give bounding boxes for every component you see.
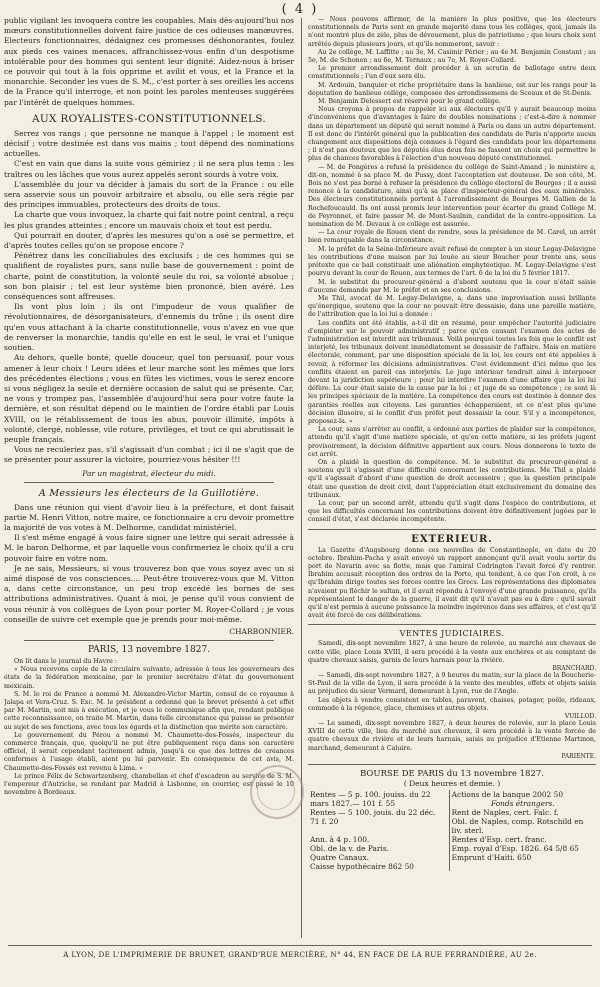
bourse-subheading: ( Deux heures et demie. ): [403, 778, 501, 788]
exterieur-paragraph: La Gazette d'Augsbourg donne ces nouvelles de Constantinople, en date du 20 octobre. Ibrahim-Pacha y avait envoyé un rapport annonçant qu'il avait voulu sortir du port de Navarin avec sa flotte, mais que l'amiral Codrington l'avait forcé d'y rentrer. Ibrahim accusait réception des ordres de la Porte, qui tendent, à ce que l'on croit, à ce qu'Ibrahim dirige toutes ses forces contre les Grecs. Les représentations des diplomates n'avaient pu fléchir le sultan, et il avait répondu à l'envoyé d'une grande puissance, qu'ils représentaient le danger de la guerre, il avait dit qu'il n'avait pas eu à dire : qu'il savait qu'il n'est permis à aucune puissance la moindre ingérence dans ses affaires, et c'est qu'il avait été forcé de ces délibérations.: [308, 546, 596, 620]
ventes-paragraph: — Le samedi, dix-sept novembre 1827, à deux heures de relevée, sur la place Louis XVIII de cette ville, lieu du marché aux chevaux, il sera procédé à la vente forcée de quatre chevaux de rivière et de leurs harnais, saisis au préjudice d'Etienne Martinon, marchand, demeurant à Caluire.: [308, 720, 596, 752]
section-rule: [24, 482, 274, 483]
guillotiere-heading: A Messieurs les électeurs de la Guillotière.: [38, 487, 260, 499]
bourse-cell: Fonds étrangers.: [490, 798, 555, 808]
opening-paragraph: public vigilant les invoquera contre les coupables. Mais dès-aujourd'hui nos mœurs constitutionnelles doivent faire justice de ces odieuses manœuvres. Electeurs fonctionnaires, dédaignez ces promesses déshonorantes, foulez aux pieds ces vaines menaces, affranchissez-vous enfin d'un despotisme intolérable pour des hommes qui sentent leur dignité. Aidez-nous à briser ce pouvoir qui tout à la fois opprime et avilit et vous, et la France et la monarchie. Seconder les vues de S. M., c'est porter à ses oreilles les accens de la France qu'il interroge, et non point les paroles menteuses suggérées par l'intérêt de quelques hommes.: [4, 16, 294, 107]
paris-paragraph: S. M. le roi de France a nommé M. Alexandre-Victor Martin, consul de ce royaume à Jalapa et Vera-Cruz. S. Exc. M. le président a ordonné que le brevet présenté à cet effet par M. Martin, soit mis à exécution, et je vous le communique afin que, rendant publique cette reconnaissance, on traite M. Martin, dans telle circonstance qui puisse se présenter au sujet de ses fonctions, avec tous les égards et la distinction que mérite son caractère.: [4, 690, 294, 731]
royalists-paragraph: Pénétrez dans les conciliabules des exclusifs ; de ces hommes qui se qualifient de royalistes purs, sans nulle base de gouvernement : point de charte, point de constitution, la volonté seule du roi, sa volonté absolue ; son bon plaisir ; tel est leur système bien prononcé, bien avéré. Les conséquences sont affreuses.: [4, 251, 294, 302]
bourse-cell: Rentes — 5 p. 100. jouiss. du 22: [308, 790, 449, 799]
elections-paragraph: Me Thil, avocat de M. Legay-Delavigne, a, dans une improvisation aussi brillante qu'énergique, soutenu que la cour ne pouvait être dessaisie, dans une pareille matière, de l'attribution que la loi lui a donnée :: [308, 294, 596, 319]
paris-dateline: PARIS, 13 novembre 1827.: [87, 644, 211, 655]
paris-paragraph: Le prince Félix de Schwartzenberg, chambellan et chef d'escadron au service de S. M. l'empereur d'Autriche, se rendant par Madrid à Lisbonne, en courrier, est passé le 10 novembre à Bordeaux.: [4, 772, 294, 797]
bourse-cell: Obl. de Naples, comp. Rotschild en liv. sterl.: [451, 816, 584, 835]
bourse-cell: Rent de Naples, cert. Falc. f.: [451, 807, 559, 817]
guillotiere-paragraph: Dans une réunion qui vient d'avoir lieu à la préfecture, et dont faisait partie M. Henri Vitton, notre maire, ce fonctionnaire a cru devoir promettre la majorité de vos votes à M. Delhorme, candidat ministériel.: [4, 502, 294, 532]
bourse-heading: BOURSE DE PARIS du 13 novembre 1827.: [360, 768, 544, 779]
section-rule: [308, 624, 596, 625]
ventes-paragraph: Samedi, dix-sept novembre 1827, à une heure de relevée, au marché aux chevaux de cette ville, place Louis XVIII, il sera procédé à la vente aux enchères et au comptant de quatre chevaux saisis, garnis de leurs harnais pour la rivière.: [308, 640, 596, 664]
royalists-paragraph: Serrez vos rangs ; que personne ne manque à l'appel ; le moment est décisif ; votre destinée est dans vos mains ; tout dépend des nominations actuelles.: [4, 128, 294, 159]
bourse-cell: Emprunt d'Haiti. 650: [451, 852, 532, 862]
elections-paragraph: La cour, par un second arrêt, attendu qu'il s'agit dans l'espèce de contributions, et que les difficultés concernant les contributions doivent être définitivement jugées par le conseil d'état, s'est déclarée incompétente.: [308, 499, 596, 524]
table-row: [308, 790, 596, 799]
table-row: [308, 835, 596, 844]
bourse-cell: Caisse hypothécaire 862 50: [308, 862, 449, 871]
royalists-paragraph: C'est en vain que dans la suite vous gémiriez ; il ne sera plus tems : les traîtres ou les lâches que vous aurez appelés seront sourds à votre voix.: [4, 159, 294, 179]
right-column: [308, 16, 596, 948]
left-column: [4, 16, 294, 948]
ventes-signature: BRANCHARD.: [552, 665, 596, 673]
paris-paragraph: On lit dans le journal du Havre :: [14, 657, 117, 665]
elections-paragraph: — La cour royale de Rouen vient de rendre, sous la présidence de M. Carel, un arrêt bien remarquable dans la circonstance.: [308, 229, 596, 245]
royalists-heading: AUX ROYALISTES-CONSTITUTIONNELS.: [31, 112, 267, 125]
elections-paragraph: M. le préfet de la Seine-Inférieure avait refusé de compter à un sieur Legay-Delavigne les contributions d'une maison par lui louée au sieur Boucher pour trente ans, sous prétexte que ce bail constituait une aliénation emphytéotique. M. Legay-Delavigne s'est pourvu devant la cour de Rouen, aux termes de l'art. 6 de la loi du 5 février 1817.: [308, 245, 596, 278]
elections-paragraph: M. Ardouin, banquier et riche propriétaire dans la banlieue, est sur les rangs pour la députation de banlieue collège, composée des arrondissemens de Sceaux et de St-Denis.: [308, 81, 596, 97]
bourse-cell: Ann. à 4 p. 100.: [308, 835, 449, 844]
printer-footer: A LYON, DE L'IMPRIMERIE DE BRUNET, GRAND'RUE MERCIÈRE, N° 44, EN FACE DE LA RUE FERRANDIÈRE, AU 2e.: [63, 950, 537, 959]
paris-paragraph: Le gouvernement du Pérou a nommé M. Chaumette-des-Fossés, inspecteur du commerce français, que, quoiqu'il ne put être publiquement reçu dans son caractère officiel, il serait cependant tacitement admis, jusqu'à ce que des lettres de créances conformes à l'usage établi, aient pu lui parvenir. En conséquence de cet avis, M. Chaumette-des-Fossés est revenu à Lima. »: [4, 731, 294, 772]
royalists-paragraph: Au dehors, quelle bonté, quelle douceur, quel ton persuasif, pour vous amener à leur choix ! Leurs idées et leur marche sont les mêmes que lors des précédentes élections ; vous en fûtes les victimes, vous le serez encore si vous négligez la seule et dernière occasion de salut qui se présente. Car, ne vous y trompez pas, l'assemblée d'aujourd'hui sera pour votre faute la dernière, et son résultat dépend ou le maintien de l'ordre établi par Louis XVIII, ou le rétablissement de tous les abus, pouvoir illimité, impôts à volonté, clergé, noblesse, vile roture, privilèges, et tout ce qui abrutissait le peuple français.: [4, 353, 294, 444]
royalists-paragraph: La charte que vous invoquez, la charte qui fait notre point central, a reçu les plus grandes atteintes ; encore un mauvais choix et tout est perdu.: [4, 210, 294, 230]
elections-paragraph: — M. de Fongères a refusé la présidence du collège de Saint-Amand ; le ministère a, dit-on, nommé à sa place M. de Pussy, dont l'acceptation est douteuse. De son côté, M. Bois ne s'est pas borné à refuser la présidence du collège électoral de Bourges ; il a aussi renoncé à la candidature, ainsi qu'à sa place d'inspecteur-général des eaux minérales. Des électeurs constitutionnels portent à l'arrondissement de Bourges M. Gallien de la Rochefoucauld. Ils ont aussi promis leur intervention pour écarter du grand Collège M. de Peyronnet, et faire passer M. de Mont-Saulnin, candidat de la contre-opposition. La nomination de M. Devaux à ce collège est assurée.: [308, 163, 596, 229]
library-stamp-inner: [257, 772, 295, 810]
elections-paragraph: La cour, sans s'arrêter au conflit, a ordonné aux parties de plaider sur la compétence, attendu qu'il s'agit d'une matière spéciale, et qu'en cette matière, si les préfets jugent provisoirement, la décision définitive appartient aux cours. Nous donnerons le texte de cet arrêt.: [308, 426, 596, 458]
bourse-cell: mars 1827.— 101 f. 55: [308, 799, 449, 808]
ventes-heading: VENTES JUDICIAIRES.: [399, 629, 505, 639]
bourse-cell: [449, 862, 596, 871]
elections-paragraph: M. Benjamin Delessert est réservé pour le grand collège.: [318, 98, 501, 106]
bourse-cell: Rentes d'Esp. cert. franc.: [451, 834, 547, 844]
paris-paragraph: « Nous recevons copie de la circulaire suivante, adressée à tous les gouverneurs des états de la fédération mexicaine, par le premier secrétaire d'état du gouvernement mexicain.: [4, 666, 294, 690]
table-row: [308, 844, 596, 853]
elections-paragraph: On a plaidé la question de compétence. M. le substitut du procureur-général a soutenu qu'il s'agissait d'une difficulté concernant les contributions. Me Thil a plaidé qu'il s'agissait d'abord d'une question de droit accessoire ; que la question principale était une question de droit civil, dont l'appréciation était exclusivement du domaine des tribunaux.: [308, 458, 596, 499]
elections-paragraph: Au 2e collège, M. Laffitte ; au 3e, M. Casimir Périer ; au 4e M. Benjamin Constant ; au 5e, M. de Schonen ; au 6e, M. Ternaux ; au 7e, M. Royer-Collard.: [308, 48, 596, 65]
ventes-paragraph: — Samedi, dix-sept novembre 1827, à 9 heures du matin, sur la place de la Boucherie-St-Paul de la ville de Lyon, il sera procédé à la vente des meubles, effets et objets saisis au préjudice du sieur Vermard, demeurant à Lyon, rue de l'Angle.: [308, 672, 596, 696]
bourse-cell: Rentes — 5 100. jouis. du 22 déc.: [308, 808, 449, 817]
ventes-signature: VUILLOD.: [564, 713, 596, 721]
royalists-paragraph: Ils vont plus loin ; ils ont l'impudeur de vous qualifier de révolutionnaires, de désorganisateurs, d'ennemis du trône ; ils osent dire qu'en vous attachant à la charte constitutionnelle, vous n'avez en vue que de renverser la monarchie, tandis qu'elle en est le seul, le vrai et l'unique soutien.: [4, 302, 294, 353]
elections-paragraph: — Nous pouvons affirmer, de la manière la plus positive, que les électeurs constitutionnels de Paris sont en grande majorité dans tous les collèges, quoi, jamais ils n'ont montré plus de zèle, plus de dévouement, plus de patriotisme ; que leurs choix sont arrêtés depuis plusieurs jours, et qu'ils nommeront, savoir :: [308, 16, 596, 48]
section-rule: [308, 529, 596, 530]
bourse-cell: Emp. royal d'Esp. 1826. 64 5/8 65: [451, 843, 580, 853]
ventes-paragraph: Les objets à vendre consistent en tables, paravent, chaises, potager, poêle, rideaux, commode à la régence, glace, chemises et autres objets.: [308, 696, 596, 712]
table-row: [308, 808, 596, 817]
elections-paragraph: Les conflits ont été établis, a-t-il dit en résumé, pour empêcher l'autorité judiciaire d'empiéter sur le pouvoir administratif ; parce qu'en causant l'examen des actes de l'administration est interdit aux tribunaux. Voilà pourquoi toutes les fois que le conflit est interjeté, les tribunaux doivent immédiatement se dessaisir de l'affaire. Mais en matière électorale, comment, par une disposition spéciale de la loi, les cours ont été appelées à revoir, à réformer les décisions administratives. C'est évidemment d'ici même que les conflits étaient en pareil cas interjetés. Le juge intérieur tendrait ainsi à interposer devant la juridiction supérieure ; pour lui interdire l'examen d'une affaire que la loi lui défère. La cour était saisie de la cause par la loi ; et juge de sa compétence ; ce sont là les principes spéciaux de la matière. La compétence des cours est destinée à donner des garanties réelles aux citoyens. Les garanties échapperaient, et ce n'est plus qu'une décision illusoire, si le conflit d'un préfet peut dessaisir la cour. S'il y a incompétence, proposez-la. »: [308, 319, 596, 425]
footer-rule: [8, 945, 592, 946]
elections-paragraph: Nous croyons à propos de rappeler ici aux électeurs qu'il y aurait beaucoup moins d'inconvéniens que d'avantages à faire de doubles nominations ; c'est-à-dire à nommer dans un département un député qui serait nommé à Paris ou dans un autre département. Il est donc de l'intérêt général que la publication des candidats de Paris n'apporte aucun changement aux dispositions déjà connues à l'égard des candidats pour les départemens ; il n'est pas douteux que les députés élus deux fois ne fassent un choix qui permettre le plus de chances favorables à l'élection d'un nouveau député constitutionnel.: [308, 106, 596, 163]
exterieur-heading: EXTERIEUR.: [411, 533, 493, 545]
guillotiere-signature: CHARBONNIER.: [229, 626, 294, 636]
page-number: ( 4 ): [281, 2, 319, 17]
guillotiere-paragraph: Il s'est même engagé à vous faire signer une lettre qui serait adressée à M. le baron Delhorme, et par laquelle vous confirmeriez le choix qu'il a cru pouvoir faire en votre nom.: [4, 533, 294, 563]
royalists-paragraph: L'assemblée du jour va décider à jamais du sort de la France : ou elle sera asservie sous un pouvoir arbitraire et absolu, ou elle sera régie par des principes immuables, protecteurs des droits de tous.: [4, 179, 294, 210]
section-rule: [308, 764, 596, 765]
royalists-paragraph: Vous ne reculeriez pas, s'il s'agissait d'un combat ; ici il ne s'agit que de se présenter pour assurer la victoire, pourriez-vous hésiter !!!: [4, 445, 294, 465]
table-row: [308, 853, 596, 862]
bourse-cell: Obl. de la v. de Paris.: [308, 844, 449, 853]
elections-paragraph: Le premier arrondissement doit procéder à un scrutin de ballotage entre deux constitutionnels ; l'un d'eux sera élu.: [308, 65, 596, 81]
bourse-cell: Quatre Canaux.: [308, 853, 449, 862]
bourse-table: [308, 790, 596, 871]
royalists-signature: Par un magistrat, électeur du midi.: [82, 468, 216, 478]
royalists-paragraph: Qui pourrait en douter, d'après les mesures qu'on a osé se permettre, et d'après toutes celles qu'on se propose encore ?: [4, 230, 294, 251]
table-row: [308, 799, 596, 808]
section-rule: [24, 640, 274, 641]
table-row: [308, 817, 596, 835]
bourse-cell: 71 f. 20: [308, 817, 449, 835]
guillotiere-paragraph: Je ne sais, Messieurs, si vous trouverez bon que vous soyez avec un si aimé disposé de vos consciences.... Peut-être trouverez-vous que M. Vitton a, dans cette circonstance, un peu trop excédé les bornes de ses attributions administratives. Quant à moi, je pense qu'il vous convient de vous réunir à vos collègues de Lyon pour porter M. Royer-Collard ; je vous conseille de suivre cet exemple que je prends pour moi-même.: [4, 563, 294, 624]
ventes-signature: PARIENTE.: [561, 752, 596, 760]
table-row: [308, 862, 596, 871]
bourse-cell: Actions de la banque 2002 50: [451, 789, 564, 799]
elections-paragraph: M. le substitut du procureur-général a d'abord soutenu que la cour n'était saisie d'aucune demande par M. le préfet et en ses conclusions.: [308, 278, 596, 294]
